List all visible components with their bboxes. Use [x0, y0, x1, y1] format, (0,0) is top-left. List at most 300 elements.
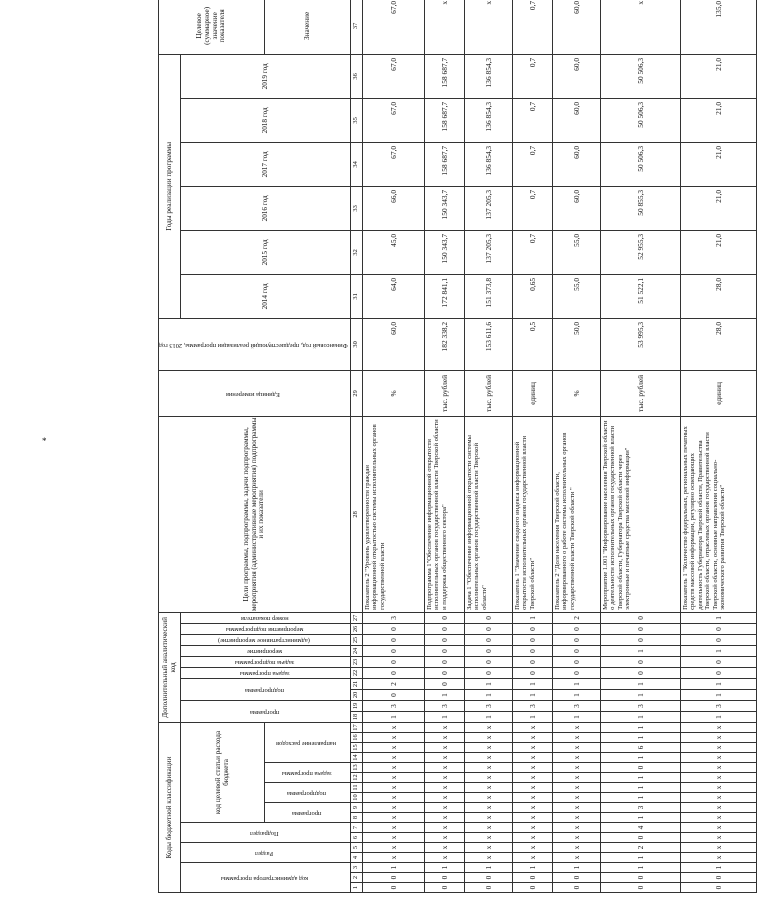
expense-direction-header: направление расходов	[265, 722, 351, 762]
code-cell: x	[513, 733, 553, 743]
column-number: 28	[351, 416, 363, 612]
code-cell: 1	[601, 753, 681, 763]
code-cell: 1	[425, 711, 465, 722]
code-cell: x	[363, 803, 425, 813]
code-cell: 1	[553, 863, 601, 873]
code-cell: x	[363, 783, 425, 793]
code-cell: 0	[681, 656, 757, 667]
code-cell: x	[363, 722, 425, 732]
code-cell: x	[553, 793, 601, 803]
year-value-cell: 0,65	[513, 274, 553, 318]
column-number: 21	[351, 678, 363, 689]
year-value-cell: 67,0	[363, 142, 425, 186]
column-number: 10	[351, 793, 363, 803]
code-cell: x	[553, 853, 601, 863]
code-cell: 3	[363, 612, 425, 623]
code-cell: x	[553, 783, 601, 793]
year-value-cell: 150 343,7	[425, 186, 465, 230]
column-number: 5	[351, 843, 363, 853]
column-numbers-row	[351, 0, 363, 893]
code-cell: x	[681, 773, 757, 783]
code-cell: 0	[425, 678, 465, 689]
code-cell: 0	[363, 656, 425, 667]
year-value-cell: 21,0	[681, 142, 757, 186]
code-cell: x	[681, 753, 757, 763]
code-cell: 2	[553, 612, 601, 623]
year-2016-header: 2016 год	[181, 186, 351, 230]
code-cell: 0	[513, 873, 553, 883]
unit-cell: тыс. рублей	[425, 370, 465, 416]
code-cell: 0	[681, 667, 757, 678]
year-2017-header: 2017 год	[181, 142, 351, 186]
code-cell: 1	[513, 612, 553, 623]
code-cell: 0	[553, 623, 601, 634]
code-cell: 0	[681, 883, 757, 893]
code-cell: 0	[601, 612, 681, 623]
code-cell: 0	[425, 623, 465, 634]
code-cell: 0	[513, 634, 553, 645]
code-cell: 0	[553, 873, 601, 883]
a-admin-event-header: (административное мероприятие)	[181, 634, 351, 645]
code-cell: x	[513, 813, 553, 823]
unit-cell: тыс. рублей	[465, 370, 513, 416]
year-value-cell: 21,0	[681, 98, 757, 142]
a-task-program-header: задача программы	[181, 667, 351, 678]
year-value-cell: 45,0	[363, 230, 425, 274]
year-value-cell: 0,7	[513, 54, 553, 98]
code-cell: 0	[465, 667, 513, 678]
code-cell: x	[425, 733, 465, 743]
column-number: 33	[351, 186, 363, 230]
code-cell: 1	[601, 678, 681, 689]
code-cell: x	[465, 823, 513, 833]
target-value-cell: 67,0	[363, 0, 425, 54]
code-cell: x	[553, 843, 601, 853]
code-cell: x	[513, 773, 553, 783]
value-2013-cell: 60,0	[363, 318, 425, 370]
admin-code-header: код администратора программы	[181, 863, 351, 893]
year-value-cell: 0,7	[513, 186, 553, 230]
column-number: 18	[351, 711, 363, 722]
target-value-cell: 60,0	[553, 0, 601, 54]
code-cell: x	[513, 833, 553, 843]
code-cell: 0	[465, 634, 513, 645]
code-cell: 0	[363, 645, 425, 656]
code-cell: x	[465, 813, 513, 823]
target-article-header: код целевой статьи расхода бюджета	[181, 722, 265, 822]
year-value-cell: 21,0	[681, 54, 757, 98]
code-cell: 0	[425, 667, 465, 678]
code-cell: 0	[553, 883, 601, 893]
code-cell: 0	[601, 634, 681, 645]
code-cell: 0	[363, 689, 425, 700]
code-cell: x	[425, 843, 465, 853]
code-cell: x	[681, 843, 757, 853]
year-value-cell: 158 687,7	[425, 54, 465, 98]
year-value-cell: 67,0	[363, 98, 425, 142]
code-cell: x	[465, 743, 513, 753]
code-cell: 0	[553, 667, 601, 678]
code-cell: 1	[681, 711, 757, 722]
year-value-cell: 136 854,3	[465, 54, 513, 98]
code-cell: 1	[601, 813, 681, 823]
target-value-cell: 135,0	[681, 0, 757, 54]
column-number: 35	[351, 98, 363, 142]
code-cell: 0	[553, 634, 601, 645]
code-cell: x	[363, 843, 425, 853]
column-number: 4	[351, 853, 363, 863]
target-value-header: Значение	[265, 0, 351, 54]
code-cell: 0	[363, 623, 425, 634]
code-cell: x	[425, 773, 465, 783]
year-value-cell: 52 955,3	[601, 230, 681, 274]
code-cell: x	[425, 743, 465, 753]
podrazdel-header: Подраздел	[181, 823, 351, 843]
code-cell: x	[553, 722, 601, 732]
code-cell: 0	[465, 656, 513, 667]
code-cell: x	[553, 803, 601, 813]
code-cell: 1	[513, 863, 553, 873]
code-cell: 0	[601, 763, 681, 773]
code-cell: x	[363, 753, 425, 763]
year-value-cell: 136 854,3	[465, 98, 513, 142]
program-indicators-table	[158, 0, 757, 893]
code-cell: x	[553, 813, 601, 823]
code-cell: 1	[465, 863, 513, 873]
code-cell: x	[465, 753, 513, 763]
code-cell: 0	[513, 656, 553, 667]
target-group-header: Целевое (суммарное) значение показателя	[159, 0, 265, 54]
code-cell: 0	[425, 634, 465, 645]
code-cell: x	[363, 813, 425, 823]
subprogram-code-header: подпрограмма	[265, 783, 351, 803]
code-cell: 3	[465, 700, 513, 711]
year-2018-header: 2018 год	[181, 98, 351, 142]
code-cell: x	[553, 743, 601, 753]
table-row	[553, 0, 601, 893]
column-number: 16	[351, 733, 363, 743]
code-cell: x	[363, 823, 425, 833]
code-cell: x	[553, 833, 601, 843]
code-cell: 0	[601, 656, 681, 667]
code-cell: 1	[513, 689, 553, 700]
year-value-cell: 0,7	[513, 230, 553, 274]
code-cell: x	[681, 823, 757, 833]
year-value-cell: 136 854,3	[465, 142, 513, 186]
code-cell: 1	[363, 863, 425, 873]
code-cell: 0	[425, 656, 465, 667]
code-cell: x	[553, 773, 601, 783]
year-value-cell: 60,0	[553, 98, 601, 142]
code-cell: 0	[513, 883, 553, 893]
table-row	[681, 0, 757, 893]
code-cell: x	[425, 813, 465, 823]
year-value-cell: 67,0	[363, 54, 425, 98]
a-program-header: программа	[181, 700, 351, 722]
column-number: 17	[351, 722, 363, 732]
code-cell: x	[363, 793, 425, 803]
year-value-cell: 50 506,3	[601, 98, 681, 142]
code-cell: x	[465, 843, 513, 853]
value-2013-cell: 0,5	[513, 318, 553, 370]
year-value-cell: 60,0	[553, 186, 601, 230]
column-number: 32	[351, 230, 363, 274]
code-cell: 0	[363, 667, 425, 678]
code-cell: x	[513, 803, 553, 813]
code-cell: x	[465, 853, 513, 863]
code-cell: x	[513, 853, 553, 863]
year-value-cell: 0,7	[513, 98, 553, 142]
value-2013-cell: 28,0	[681, 318, 757, 370]
table-row	[363, 0, 425, 893]
code-cell: 0	[601, 667, 681, 678]
code-cell: 0	[681, 623, 757, 634]
extra-code-group-header: Дополнительный аналитический код	[159, 612, 181, 722]
name-header: Цели программы, подпрограммы, задачи подпрограммы, мероприятия (административные мероприятия) подпрограммы и их показатели	[159, 416, 351, 612]
year-value-cell: 55,0	[553, 274, 601, 318]
code-cell: 1	[465, 711, 513, 722]
codes-group-header: Коды бюджетной классификации	[159, 722, 181, 892]
code-cell: x	[681, 743, 757, 753]
code-cell: 3	[681, 700, 757, 711]
target-value-cell: 0,7	[513, 0, 553, 54]
year-value-cell: 60,0	[553, 142, 601, 186]
code-cell: x	[363, 733, 425, 743]
table-row	[513, 0, 553, 893]
code-cell: 1	[553, 678, 601, 689]
table-row	[425, 0, 465, 893]
column-number: 29	[351, 370, 363, 416]
code-cell: x	[465, 803, 513, 813]
column-number: 7	[351, 823, 363, 833]
year-value-cell: 0,7	[513, 142, 553, 186]
code-cell: 1	[601, 722, 681, 732]
column-number: 19	[351, 700, 363, 711]
code-cell: 1	[601, 863, 681, 873]
column-number: 36	[351, 54, 363, 98]
year-value-cell: 50 855,3	[601, 186, 681, 230]
code-cell: 0	[465, 612, 513, 623]
code-cell: 2	[363, 678, 425, 689]
code-cell: 1	[601, 793, 681, 803]
column-number: 24	[351, 645, 363, 656]
year-value-cell: 172 841,1	[425, 274, 465, 318]
year-value-cell: 137 205,3	[465, 186, 513, 230]
year-2015-header: 2015 год	[181, 230, 351, 274]
code-cell: 4	[601, 823, 681, 833]
code-cell: x	[513, 722, 553, 732]
table-row	[465, 0, 513, 893]
code-cell: 0	[681, 634, 757, 645]
a-task-subprogram-header: задача подпрограммы	[181, 656, 351, 667]
unit-cell: %	[363, 370, 425, 416]
column-number: 22	[351, 667, 363, 678]
column-number: 13	[351, 763, 363, 773]
code-cell: 1	[601, 711, 681, 722]
column-number: 11	[351, 783, 363, 793]
code-cell: 0	[513, 645, 553, 656]
value-2013-cell: 53 995,3	[601, 318, 681, 370]
code-cell: 1	[601, 773, 681, 783]
year-value-cell: 158 687,7	[425, 142, 465, 186]
code-cell: 3	[601, 700, 681, 711]
code-cell: x	[513, 783, 553, 793]
column-number: 8	[351, 813, 363, 823]
code-cell: x	[363, 743, 425, 753]
code-cell: 1	[681, 689, 757, 700]
code-cell: x	[513, 823, 553, 833]
code-cell: 3	[601, 803, 681, 813]
code-cell: x	[465, 773, 513, 783]
column-number: 12	[351, 773, 363, 783]
name-cell: Показатель 2 "Уровень удовлетворенности граждан информационной открытостью системы исполнительных органов государственной власти	[363, 416, 425, 612]
target-value-cell: x	[601, 0, 681, 54]
column-number: 6	[351, 833, 363, 843]
year-value-cell: 60,0	[553, 54, 601, 98]
code-cell: 1	[513, 678, 553, 689]
fin-2013-header: Финансовый год, предшествующий реализации программы, 2013 год	[159, 318, 351, 370]
year-value-cell: 50 506,3	[601, 54, 681, 98]
code-cell: 0	[425, 645, 465, 656]
code-cell: x	[425, 853, 465, 863]
code-cell: x	[425, 763, 465, 773]
code-cell: x	[553, 823, 601, 833]
code-cell: 0	[553, 656, 601, 667]
code-cell: 0	[465, 883, 513, 893]
code-cell: 0	[553, 645, 601, 656]
code-cell: x	[681, 853, 757, 863]
value-2013-cell: 153 611,6	[465, 318, 513, 370]
code-cell: 0	[465, 873, 513, 883]
code-cell: x	[425, 793, 465, 803]
target-value-cell: x	[425, 0, 465, 54]
code-cell: x	[681, 833, 757, 843]
code-cell: x	[425, 722, 465, 732]
column-number: 34	[351, 142, 363, 186]
razdel-header: Раздел	[181, 843, 351, 863]
code-cell: x	[465, 783, 513, 793]
code-cell: 0	[513, 667, 553, 678]
code-cell: 0	[513, 623, 553, 634]
code-cell: x	[363, 833, 425, 843]
code-cell: 1	[465, 689, 513, 700]
code-cell: x	[363, 763, 425, 773]
code-cell: x	[425, 823, 465, 833]
code-cell: x	[363, 773, 425, 783]
code-cell: 1	[363, 711, 425, 722]
code-cell: x	[681, 722, 757, 732]
code-cell: x	[681, 763, 757, 773]
column-number: 26	[351, 623, 363, 634]
unit-cell: тыс. рублей	[601, 370, 681, 416]
year-2019-header: 2019 год	[181, 54, 351, 98]
code-cell: 1	[601, 733, 681, 743]
code-cell: 3	[513, 700, 553, 711]
year-value-cell: 137 205,3	[465, 230, 513, 274]
column-number: 20	[351, 689, 363, 700]
year-value-cell: 64,0	[363, 274, 425, 318]
code-cell: x	[553, 763, 601, 773]
code-cell: 0	[363, 873, 425, 883]
code-cell: 0	[425, 612, 465, 623]
code-cell: x	[425, 783, 465, 793]
code-cell: x	[425, 803, 465, 813]
name-cell: Показатель 1 "Количество федеральных, региональных печатных средств массовой информации, регулярно освещающих деятельность Губернатора Тверской области, Правительства Тверской области, отраслевых органов государственной власти Тверской области, основные направления социально-экономического развития Тверской области"	[681, 416, 757, 612]
unit-cell: %	[553, 370, 601, 416]
table-row	[601, 0, 681, 893]
code-cell: x	[513, 763, 553, 773]
code-cell: 1	[513, 711, 553, 722]
year-value-cell: 21,0	[681, 186, 757, 230]
value-2013-cell: 50,0	[553, 318, 601, 370]
year-value-cell: 55,0	[553, 230, 601, 274]
code-cell: 1	[553, 689, 601, 700]
code-cell: 0	[363, 634, 425, 645]
name-cell: Подпрограмма 1"Обеспечение информационной открытости исполнительных органов государственной власти Тверской области и поддержка общественного сектора"	[425, 416, 465, 612]
code-cell: 0	[601, 873, 681, 883]
code-cell: 2	[601, 843, 681, 853]
code-cell: 1	[465, 678, 513, 689]
year-value-cell: 158 687,7	[425, 98, 465, 142]
code-cell: 6	[601, 743, 681, 753]
rotated-table-container	[158, 0, 726, 893]
column-number: 25	[351, 634, 363, 645]
year-value-cell: 151 373,8	[465, 274, 513, 318]
column-number: 31	[351, 274, 363, 318]
code-cell: 0	[425, 873, 465, 883]
a-indicator-num-header: номер показателя	[181, 612, 351, 623]
code-cell: x	[465, 793, 513, 803]
year-value-cell: 66,0	[363, 186, 425, 230]
code-cell: 1	[681, 645, 757, 656]
name-cell: Показатель 2 "Доля населения Тверской области, информированного о работе системы исполнительных органов государственной власти Тверской области "	[553, 416, 601, 612]
years-group-header: Годы реализации программы	[159, 54, 181, 318]
code-cell: 1	[601, 645, 681, 656]
column-number: 3	[351, 863, 363, 873]
code-cell: 1	[681, 863, 757, 873]
unit-cell: единиц	[681, 370, 757, 416]
code-cell: x	[513, 753, 553, 763]
code-cell: 0	[601, 623, 681, 634]
unit-header: Единица измерения	[159, 370, 351, 416]
code-cell: 1	[601, 689, 681, 700]
code-cell: 0	[465, 645, 513, 656]
code-cell: x	[681, 813, 757, 823]
code-cell: 3	[553, 700, 601, 711]
unit-cell: единиц	[513, 370, 553, 416]
code-cell: 1	[601, 853, 681, 863]
column-number: 2	[351, 873, 363, 883]
column-number: 23	[351, 656, 363, 667]
year-2014-header: 2014 год	[181, 274, 351, 318]
task-program-code-header: задача программы	[265, 763, 351, 783]
code-cell: 1	[425, 689, 465, 700]
target-value-cell: x	[465, 0, 513, 54]
a-event-sub-header: мероприятия подпрограммы	[181, 623, 351, 634]
column-number: 9	[351, 803, 363, 813]
code-cell: 0	[681, 873, 757, 883]
code-cell: x	[681, 793, 757, 803]
program-code-header: программа	[265, 803, 351, 823]
code-cell: 3	[363, 700, 425, 711]
code-cell: x	[681, 803, 757, 813]
code-cell: 0	[363, 883, 425, 893]
code-cell: x	[513, 743, 553, 753]
name-cell: Задача 1 "Обеспечение информационной открытости системы исполнительных органов государственной власти Тверской области"	[465, 416, 513, 612]
code-cell: 1	[681, 678, 757, 689]
year-value-cell: 21,0	[681, 230, 757, 274]
code-cell: x	[363, 853, 425, 863]
